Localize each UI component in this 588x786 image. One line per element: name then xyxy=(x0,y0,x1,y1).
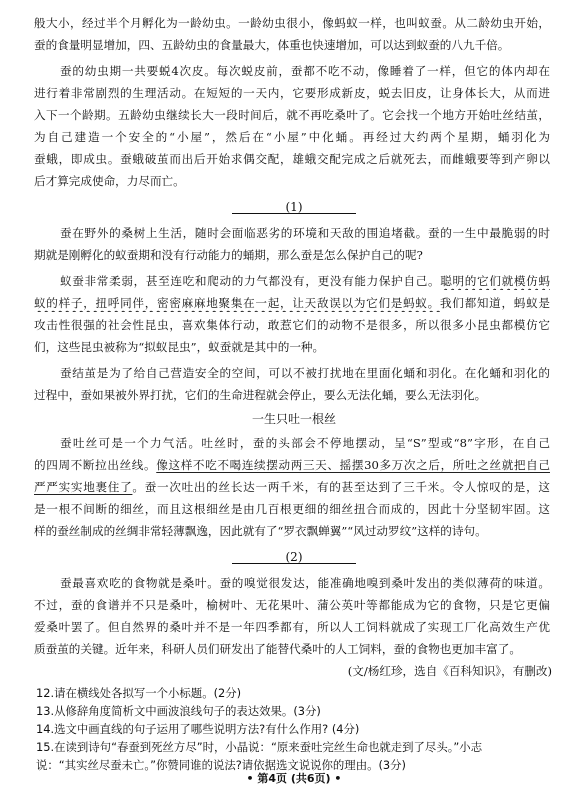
para4-line2 xyxy=(34,294,550,312)
para5-line2: 过程中，蚕如果被外界打扰，它们的生命进程就会停止，要么无法化蛹，要么无法羽化。 xyxy=(34,388,487,402)
para2-line1: 蚕的幼虫期一共要蜕4次皮。每次蜕皮前，蚕都不吃不动，像睡着了一样，但它的体内却在 xyxy=(60,64,550,78)
straight-underline-part2: 严严实实地裹住了 xyxy=(34,480,133,494)
wavy-sentence-part2: 蚁的样子，扭呼同伴，密密麻麻地聚集在一起，让天敌误以为它们是蚂蚁。 xyxy=(34,296,440,310)
para4-line2-plain: 我们都知道，蚂蚁是 xyxy=(439,296,550,310)
para4-line4: 们，这些昆虫被称为“拟蚁昆虫”，蚁蚕就是其中的一种。 xyxy=(34,340,325,354)
para2-line3: 入下一个龄期。五龄幼虫继续长大一段时间后，就不再吃桑叶了。它会找一个地方开始吐丝结茧， xyxy=(34,108,550,122)
para2-line6: 后才算完成使命，力尽而亡。 xyxy=(34,174,185,188)
question-12: 12.请在横线处各拟写一个小标题。(2分) xyxy=(36,686,242,700)
para3-line1: 蚕在野外的桑树上生活，随时会面临恶劣的环境和天敌的围追堵截。蚕的一生中最脆弱的时 xyxy=(60,226,550,240)
para7-line2: 不过，蚕的食谱并不只是桑叶，榆树叶、无花果叶、蒲公英叶等都能成为它的食物，只是它更偏 xyxy=(34,598,550,612)
para1-line1: 般大小，经过半个月孵化为一龄幼虫。一龄幼虫很小，像蚂蚁一样，也叫蚁蚕。从二龄幼虫开始， xyxy=(34,16,550,30)
question-15-line1: 15.在读到诗句“春蚕到死丝方尽”时，小晶说：“原来蚕吐完丝生命也就走到了尽头。”小志 xyxy=(36,740,483,754)
page-footer: • 第4页 (共6页) • xyxy=(246,772,342,785)
para2-line2: 进行着非常剧烈的生理活动。在短短的一天内，它要形成新皮，蜕去旧皮，让身体长大，从而进 xyxy=(34,86,550,100)
subtitle-number-2: (2) xyxy=(285,550,303,564)
question-15-line2: 说：“其实丝尽蚕未亡。”你赞同谁的说法?请依据选文说说你的理由。(3分) xyxy=(36,758,407,772)
para6-line2-plain: 的四周不断拉出丝线。 xyxy=(34,458,157,472)
para6-line3-plain: 。蚕一次吐出的丝长达一两千米，有的甚至达到了三千米。令人惊叹的是，这 xyxy=(132,480,550,494)
para6-line4: 是一根不间断的细丝，而且这根细丝是由几百根更细的细丝扭合而成的，因此十分坚韧牢固。这 xyxy=(34,502,550,516)
wavy-sentence-part1: 聪明的它们就模仿蚂 xyxy=(440,274,550,288)
para3-line2: 期就是刚孵化的蚁蚕期和没有行动能力的蛹期，那么蚕是怎么保护自己的呢? xyxy=(34,248,423,262)
subtitle-underline-1 xyxy=(232,213,356,214)
para6-line3 xyxy=(34,478,550,496)
para7-line3: 爱桑叶罢了。但自然界的桑叶并不是一年四季都有，所以人工饲料就成了实现工厂化高效生产优 xyxy=(34,620,550,634)
para4-line1 xyxy=(60,272,550,290)
straight-underline-part1: 像这样不吃不喝连续摆动两三天、摇摆30多万次之后，所吐之丝就把自己 xyxy=(156,458,550,472)
subtitle-number-1: (1) xyxy=(285,200,303,214)
para2-line4: 为自己建造一个安全的“小屋”，然后在“小屋”中化蛹。再经过大约两个星期，蛹羽化为 xyxy=(34,130,550,144)
para4-line1-plain: 蚁蚕非常柔弱，甚至连吃和爬动的力气都没有，更没有能力保护自己。 xyxy=(60,274,441,288)
para6-line2 xyxy=(34,456,550,474)
para6-line5: 样的蚕丝制成的丝绸非常轻薄飘逸，因此就有了“罗衣飘蝉翼”“风过动罗纹”这样的诗句。 xyxy=(34,524,487,538)
question-14: 14.选文中画直线的句子运用了哪些说明方法?有什么作用? (4分) xyxy=(36,722,360,736)
question-13: 13.从修辞角度简析文中画波浪线句子的表达效果。(3分) xyxy=(36,704,321,718)
para4-line3: 攻击性很强的社会性昆虫，喜欢集体行动，敢惹它们的动物不是很多，所以很多小昆虫都模仿它 xyxy=(34,318,550,332)
para6-line1: 蚕吐丝可是一个力气活。吐丝时，蚕的头部会不停地摆动，呈“S”型或“8”字形，在自己 xyxy=(60,436,550,450)
para7-line4: 质蚕茧的关键。近年来，科研人员们研发出了能替代桑叶的人工饲料，蚕的食物也更加丰富了。 xyxy=(34,642,521,656)
para1-line2: 蚕的食量明显增加，四、五龄幼虫的食量最大，体重也快速增加，可以达到蚁蚕的八九千倍。 xyxy=(34,38,510,52)
subtitle-underline-2 xyxy=(232,563,356,564)
para5-line1: 蚕结茧是为了给自己营造安全的空间，可以不被打扰地在里面化蛹和羽化。在化蛹和羽化的 xyxy=(60,366,550,380)
para2-line5: 蚕蛾，即成虫。蚕蛾破茧而出后开始求偶交配，雄蛾交配完成之后就死去，而雌蛾要等到产卵以 xyxy=(34,152,550,166)
source-citation: (文/杨红珍，选自《百科知识》，有删改) xyxy=(347,664,552,678)
section-heading: 一生只吐一根丝 xyxy=(251,412,336,426)
para7-line1: 蚕最喜欢吃的食物就是桑叶。蚕的嗅觉很发达，能准确地嗅到桑叶发出的类似薄荷的味道。 xyxy=(60,576,550,590)
